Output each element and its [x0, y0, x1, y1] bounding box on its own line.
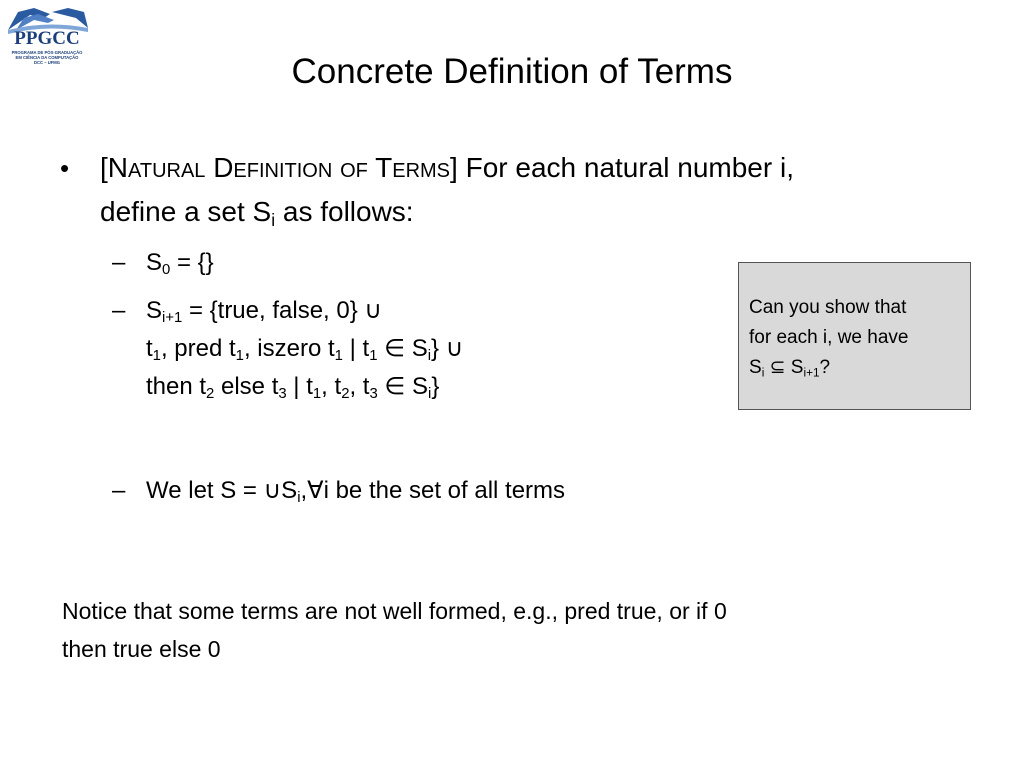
bullet-marker: • — [60, 153, 70, 183]
dash-marker: – — [112, 477, 126, 504]
s-next-line-3: then $t_2$ else $t_3$ | $t_1$, $t_2$, $t_3$ ∈ $S_i$} — [146, 373, 440, 403]
main-bullet-line-2: define a set $S_i$ as follows: — [100, 196, 414, 230]
callout-line-2: for each i, we have — [749, 327, 909, 348]
callout-line-3: $S_i$ ⊆ $S_{i+1}$? — [749, 357, 831, 380]
callout-line-1: Can you show that — [749, 297, 907, 318]
main-bullet — [60, 146, 980, 234]
dash-marker: – — [112, 249, 126, 276]
dash-marker: – — [112, 297, 126, 324]
definition-name: Natural Definition of Terms — [107, 152, 451, 183]
slide-title: Concrete Definition of Terms — [291, 52, 733, 91]
sub-bullet-s0: – $S_0$ = {} — [146, 244, 214, 282]
sub-bullet-s-next — [112, 292, 464, 406]
logo-subtitle-3: DCC – UFMG — [33, 60, 61, 65]
logo-subtitle-2: EM CIÊNCIA DA COMPUTAÇÃO — [15, 55, 79, 60]
s-next-line-1: $S_{i+1}$ = {true, false, 0} ∪ — [146, 297, 382, 327]
note-line-2: then true else 0 — [62, 636, 221, 662]
footnote-text — [62, 592, 962, 668]
s-next-line-2: $t_1$, pred $t_1$, iszero $t_1$ | $t_1$ ∈ $S_i$} ∪ — [146, 335, 464, 365]
logo-subtitle-1: PROGRAMA DE PÓS-GRADUAÇÃO — [11, 50, 83, 55]
question-callout-box — [738, 262, 971, 410]
note-line-1: Notice that some terms are not well formed, e.g., pred true, or if 0 — [62, 598, 727, 624]
logo-wordmark: PPGCC — [14, 28, 80, 49]
main-bullet-line-1: [Natural Definition of Terms] For each natural number i, — [100, 152, 794, 183]
sub-bullet-all-terms: – We let $S = \cup S_i,\forall i$ be the set of all terms — [146, 472, 565, 510]
